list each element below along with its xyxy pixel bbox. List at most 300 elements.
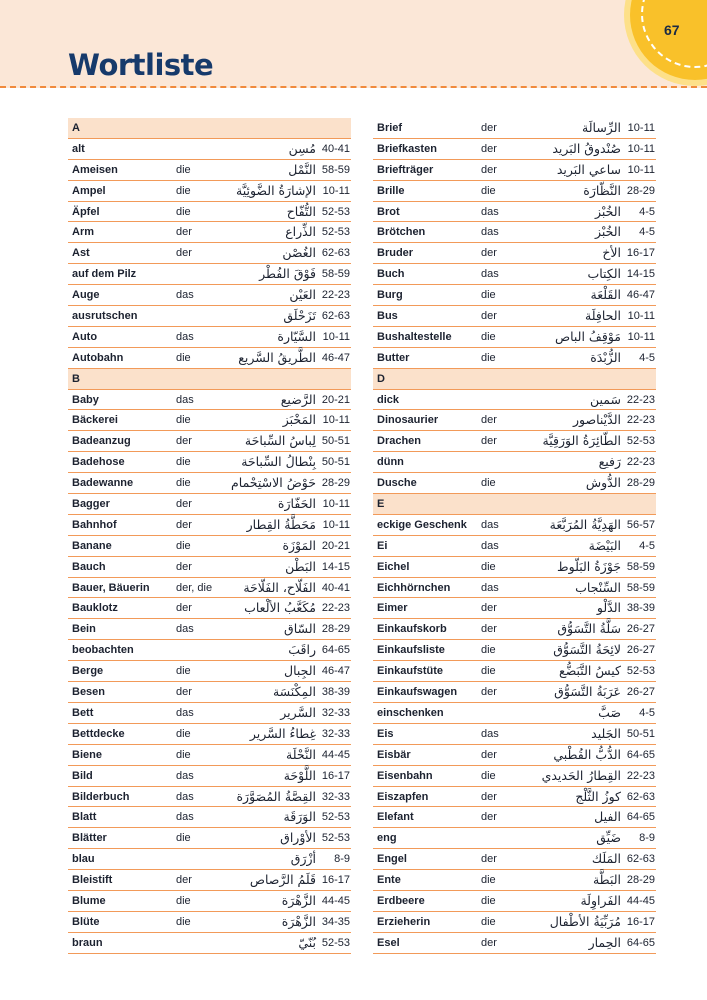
word-entry-row: [373, 619, 656, 640]
page-reference: 10-11: [322, 414, 350, 427]
word-entry-row: [373, 264, 656, 285]
arabic-word: الحافِلَة: [585, 308, 621, 324]
page-reference: 58-59: [626, 560, 655, 573]
german-word: Bus: [377, 310, 398, 323]
german-word: Blüte: [72, 915, 100, 928]
word-entry-row: [373, 181, 656, 202]
article: die: [481, 560, 496, 573]
article: das: [481, 268, 499, 281]
word-entry-row: [68, 933, 351, 954]
page-reference: 58-59: [321, 163, 350, 176]
section-letter-row: [373, 494, 656, 515]
german-word: Bleistift: [72, 874, 113, 887]
section-letter: B: [72, 372, 80, 385]
arabic-word: الحَفّارَة: [277, 496, 316, 512]
article: die: [481, 477, 496, 490]
article: der: [481, 435, 497, 448]
german-word: Bruder: [377, 247, 414, 260]
page-reference: 40-41: [321, 581, 350, 594]
word-entry-row: [373, 473, 656, 494]
arabic-word: مَحَطَّةُ القِطار: [246, 516, 316, 532]
german-word: einschenken: [377, 706, 444, 719]
german-word: Bett: [72, 706, 94, 719]
arabic-word: كوزُ الثَّلْج: [575, 788, 621, 804]
article: der: [176, 226, 192, 239]
page-reference: 58-59: [626, 581, 655, 594]
section-letter: A: [72, 122, 80, 134]
word-entry-row: [68, 745, 351, 766]
arabic-word: الطَّريقُ السَّريع: [238, 349, 316, 365]
german-word: eng: [377, 832, 397, 845]
german-word: Eimer: [377, 602, 408, 615]
page-reference: 56-57: [626, 518, 655, 531]
page-reference: 34-35: [321, 915, 350, 928]
section-letter-row: [373, 369, 656, 390]
page-reference: 4-5: [639, 539, 655, 552]
word-entry-row: [68, 619, 351, 640]
arabic-word: الكِتاب: [587, 266, 621, 282]
article: das: [481, 205, 499, 218]
page-reference: 46-47: [626, 289, 655, 302]
arabic-word: الفيل: [594, 809, 621, 825]
article: das: [176, 790, 194, 803]
word-entry-row: [68, 390, 351, 411]
word-entry-row: [68, 870, 351, 891]
article: der: [176, 686, 192, 699]
word-entry-row: [68, 181, 351, 202]
arabic-word: بِنْطالُ السِّباحَة: [241, 454, 316, 470]
arabic-word: الغُصْن: [282, 245, 316, 261]
section-letter-row: [68, 369, 351, 390]
section-letter-row: [68, 118, 351, 139]
arabic-word: الحِمار: [588, 934, 621, 950]
arabic-word: الجِبال: [283, 663, 316, 679]
german-word: Eisenbahn: [377, 769, 433, 782]
german-word: Brille: [377, 184, 405, 197]
arabic-word: الطّائِرَةُ الوَرَقِيَّة: [542, 433, 621, 449]
page-reference: 64-65: [626, 936, 655, 949]
german-word: dünn: [377, 456, 404, 469]
word-entry-row: [68, 598, 351, 619]
page-number: 67: [664, 22, 680, 38]
page-reference: 10-11: [627, 330, 655, 343]
article: das: [176, 706, 194, 719]
word-entry-row: [68, 306, 351, 327]
article: die: [481, 665, 496, 678]
arabic-word: سَلَّةُ التَّسَوُّق: [557, 621, 621, 637]
word-entry-row: [373, 787, 656, 808]
arabic-word: المِكْنَسَة: [272, 684, 316, 700]
word-list-right-column: [373, 118, 656, 954]
german-word: Briefkasten: [377, 142, 437, 155]
page-reference: 28-29: [626, 874, 655, 887]
word-entry-row: [68, 640, 351, 661]
german-word: Eiszapfen: [377, 790, 429, 803]
arabic-word: التُّفّاح: [286, 203, 316, 219]
word-entry-row: [373, 912, 656, 933]
german-word: Brief: [377, 122, 403, 134]
german-word: Blatt: [72, 811, 97, 824]
page-reference: 28-29: [321, 623, 350, 636]
arabic-word: البَطْن: [285, 558, 316, 574]
german-word: Auge: [72, 289, 100, 302]
german-word: Brötchen: [377, 226, 426, 239]
arabic-word: السّاق: [284, 621, 316, 637]
german-word: Ente: [377, 874, 401, 887]
page-reference: 46-47: [321, 351, 350, 364]
article: die: [481, 184, 496, 197]
arabic-word: القِصَّةُ المُصَوَّرَة: [236, 788, 316, 804]
page-reference: 62-63: [321, 247, 350, 260]
word-entry-row: [68, 724, 351, 745]
word-entry-row: [373, 598, 656, 619]
german-word: ausrutschen: [72, 310, 138, 323]
word-entry-row: [373, 557, 656, 578]
article: die: [481, 915, 496, 928]
word-entry-row: [68, 285, 351, 306]
word-entry-row: [68, 452, 351, 473]
article: der: [176, 498, 192, 511]
page-reference: 44-45: [321, 748, 350, 761]
word-entry-row: [68, 912, 351, 933]
word-entry-row: [373, 766, 656, 787]
german-word: Blume: [72, 894, 106, 907]
page-reference: 58-59: [321, 268, 350, 281]
arabic-word: لائِحَةُ التَّسَوُّق: [553, 642, 621, 658]
arabic-word: ضَيِّق: [596, 830, 621, 846]
article: das: [481, 727, 499, 740]
article: die: [176, 727, 191, 740]
arabic-word: الزَّهْرَة: [281, 913, 316, 929]
page-reference: 26-27: [626, 644, 655, 657]
word-entry-row: [68, 828, 351, 849]
arabic-word: رَفيع: [598, 454, 621, 470]
german-word: Autobahn: [72, 351, 124, 364]
arabic-word: الرِّسالَة: [582, 120, 621, 135]
page-reference: 10-11: [627, 163, 655, 176]
arabic-word: الأوْراق: [280, 830, 316, 846]
german-word: Dinosaurier: [377, 414, 439, 427]
arabic-word: تَزَحْلَق: [283, 308, 316, 324]
arabic-word: ساعي البَريد: [556, 161, 621, 177]
article: das: [481, 581, 499, 594]
article: der: [176, 435, 192, 448]
german-word: Bauklotz: [72, 602, 118, 615]
german-word: Dusche: [377, 477, 417, 490]
article: die: [481, 330, 496, 343]
german-word: Bahnhof: [72, 518, 117, 531]
german-word: Badeanzug: [72, 435, 131, 448]
article: der: [481, 310, 497, 323]
german-word: Badehose: [72, 456, 125, 469]
word-entry-row: [373, 536, 656, 557]
article: der: [481, 122, 497, 134]
arabic-word: صَبَّ: [598, 704, 621, 720]
german-word: Ei: [377, 539, 388, 552]
word-entry-row: [68, 327, 351, 348]
article: das: [176, 769, 194, 782]
german-word: Bettdecke: [72, 727, 125, 740]
arabic-word: قَلَمُ الرَّصاص: [249, 872, 316, 888]
article: die: [481, 769, 496, 782]
article: das: [481, 226, 499, 239]
article: das: [176, 623, 194, 636]
german-word: Eichel: [377, 560, 410, 573]
german-word: Bäckerei: [72, 414, 118, 427]
german-word: Bein: [72, 623, 96, 636]
word-entry-row: [68, 410, 351, 431]
page-reference: 46-47: [321, 665, 350, 678]
word-entry-row: [373, 724, 656, 745]
page-reference: 44-45: [626, 894, 655, 907]
german-word: Engel: [377, 853, 407, 866]
german-word: auf dem Pilz: [72, 268, 137, 281]
section-letter: E: [377, 498, 385, 511]
german-word: Einkaufswagen: [377, 686, 458, 699]
arabic-word: مَوْقِفُ الباص: [554, 328, 621, 344]
page-reference: 16-17: [321, 769, 350, 782]
arabic-word: اللَّوْحَة: [283, 767, 316, 783]
german-word: Äpfel: [72, 205, 100, 218]
article: der: [176, 874, 192, 887]
word-entry-row: [68, 557, 351, 578]
german-word: Arm: [72, 226, 95, 239]
article: der: [481, 853, 497, 866]
page-reference: 26-27: [626, 686, 655, 699]
german-word: Esel: [377, 936, 400, 949]
german-word: Badewanne: [72, 477, 134, 490]
arabic-word: المَخْبَز: [282, 412, 316, 428]
word-entry-row: [373, 828, 656, 849]
page-reference: 44-45: [321, 894, 350, 907]
word-entry-row: [373, 703, 656, 724]
word-entry-row: [68, 473, 351, 494]
page-reference: 62-63: [626, 853, 655, 866]
page-reference: 64-65: [626, 811, 655, 824]
article: der: [176, 602, 192, 615]
arabic-word: الإشارَةُ الضَّوئِيَّة: [236, 182, 316, 198]
page-reference: 64-65: [321, 644, 350, 657]
page-reference: 52-53: [321, 226, 350, 239]
article: die: [176, 351, 191, 364]
article: der: [176, 247, 192, 260]
page-reference: 20-21: [321, 539, 350, 552]
page-reference: 52-53: [321, 936, 350, 949]
page-reference: 32-33: [321, 706, 350, 719]
page-reference: 14-15: [321, 560, 350, 573]
german-word: braun: [72, 936, 103, 949]
german-word: Einkaufskorb: [377, 623, 447, 636]
article: die: [176, 832, 191, 845]
article: die: [176, 184, 191, 197]
page-reference: 16-17: [626, 247, 655, 260]
word-entry-row: [373, 849, 656, 870]
article: die: [481, 289, 496, 302]
article: das: [176, 393, 194, 406]
page-reference: 52-53: [321, 205, 350, 218]
article: der: [481, 790, 497, 803]
page-reference: 38-39: [321, 686, 350, 699]
arabic-word: فَوْقَ الفُطْر: [259, 266, 316, 282]
german-word: dick: [377, 393, 400, 406]
german-word: Briefträger: [377, 163, 434, 176]
word-entry-row: [68, 682, 351, 703]
article: der: [481, 163, 497, 176]
page-reference: 10-11: [627, 310, 655, 323]
german-word: Ast: [72, 247, 90, 260]
article: die: [176, 665, 191, 678]
word-entry-row: [373, 306, 656, 327]
word-entry-row: [373, 243, 656, 264]
article: der: [481, 748, 497, 761]
arabic-word: المَلَك: [591, 851, 621, 867]
arabic-word: السَّرير: [280, 704, 316, 720]
article: der: [481, 414, 497, 427]
page-reference: 22-23: [626, 456, 655, 469]
arabic-word: النَّظّارَة: [583, 182, 621, 198]
word-entry-row: [68, 578, 351, 599]
word-entry-row: [373, 682, 656, 703]
german-word: Elefant: [377, 811, 414, 824]
arabic-word: لِباسُ السِّباحَة: [244, 433, 316, 449]
word-entry-row: [373, 807, 656, 828]
word-entry-row: [373, 222, 656, 243]
german-word: Buch: [377, 268, 405, 281]
arabic-word: راقَبَ: [288, 642, 316, 658]
word-entry-row: [373, 118, 656, 139]
german-word: Blätter: [72, 832, 107, 845]
word-entry-row: [68, 494, 351, 515]
word-entry-row: [373, 160, 656, 181]
arabic-word: الجَليد: [591, 725, 621, 741]
page-title: Wortliste: [68, 48, 214, 82]
arabic-word: عَرَبَةُ التَّسَوُّق: [554, 684, 621, 700]
word-entry-row: [373, 578, 656, 599]
article: die: [176, 894, 191, 907]
article: die: [481, 894, 496, 907]
article: die: [176, 539, 191, 552]
arabic-word: حَوْضُ الاسْتِحْمام: [231, 475, 316, 491]
arabic-word: الدَّيْناصور: [572, 412, 621, 428]
article: der: [481, 686, 497, 699]
arabic-word: الدُّوش: [585, 475, 621, 491]
word-entry-row: [68, 139, 351, 160]
word-entry-row: [68, 431, 351, 452]
page-reference: 22-23: [626, 414, 655, 427]
arabic-word: الدُّبُّ القُطْبي: [553, 746, 621, 762]
german-word: Einkaufsliste: [377, 644, 445, 657]
article: die: [176, 748, 191, 761]
word-entry-row: [373, 870, 656, 891]
article: der: [481, 142, 497, 155]
article: der: [481, 602, 497, 615]
page-reference: 32-33: [321, 790, 350, 803]
article: der: [481, 811, 497, 824]
page-reference: 62-63: [626, 790, 655, 803]
word-entry-row: [68, 515, 351, 536]
section-letter: D: [377, 372, 385, 385]
page-reference: 10-11: [627, 142, 655, 155]
word-entry-row: [373, 745, 656, 766]
arabic-word: السِّنْجاب: [575, 579, 621, 595]
article: die: [176, 456, 191, 469]
german-word: Biene: [72, 748, 102, 761]
german-word: Eichhörnchen: [377, 581, 451, 594]
arabic-word: الرَّضيع: [280, 391, 316, 407]
word-entry-row: [68, 661, 351, 682]
arabic-word: العَيْن: [289, 287, 316, 303]
german-word: Bushaltestelle: [377, 330, 452, 343]
german-word: Banane: [72, 539, 112, 552]
arabic-word: سَمين: [590, 391, 621, 407]
arabic-word: مُرَبِّيَةُ الأطْفال: [549, 913, 621, 929]
page-reference: 10-11: [322, 330, 350, 343]
arabic-word: جَوْزَةُ البَلّوط: [557, 558, 621, 574]
word-entry-row: [373, 515, 656, 536]
article: der: [481, 247, 497, 260]
german-word: blau: [72, 853, 95, 866]
arabic-word: الفَلّاح، الفَلّاحَة: [243, 579, 316, 595]
article: der: [481, 936, 497, 949]
article: das: [481, 539, 499, 552]
german-word: Baby: [72, 393, 99, 406]
article: die: [481, 874, 496, 887]
word-entry-row: [68, 160, 351, 181]
article: das: [481, 518, 499, 531]
arabic-word: أزْرَق: [290, 851, 316, 867]
arabic-word: البَطَّة: [592, 872, 621, 888]
word-entry-row: [68, 348, 351, 369]
word-entry-row: [373, 891, 656, 912]
page-reference: 50-51: [321, 456, 350, 469]
article: der, die: [176, 581, 213, 594]
article: die: [176, 477, 191, 490]
dashed-divider: [0, 86, 707, 88]
arabic-word: الزَّهْرَة: [281, 892, 316, 908]
word-entry-row: [373, 410, 656, 431]
article: der: [176, 560, 192, 573]
page-reference: 62-63: [321, 310, 350, 323]
german-word: alt: [72, 142, 85, 155]
article: die: [481, 644, 496, 657]
word-entry-row: [68, 807, 351, 828]
page-reference: 10-11: [322, 184, 350, 197]
word-entry-row: [373, 452, 656, 473]
article: die: [176, 414, 191, 427]
page-reference: 8-9: [639, 832, 655, 845]
word-entry-row: [68, 264, 351, 285]
word-entry-row: [373, 202, 656, 223]
arabic-word: الدَّلْو: [596, 600, 621, 616]
article: das: [176, 811, 194, 824]
german-word: Erdbeere: [377, 894, 425, 907]
page-reference: 52-53: [626, 435, 655, 448]
page-reference: 4-5: [639, 351, 655, 364]
word-entry-row: [373, 348, 656, 369]
article: die: [176, 915, 191, 928]
arabic-word: النَّمْل: [288, 161, 316, 177]
arabic-word: القَلْعَة: [590, 287, 621, 303]
german-word: Auto: [72, 330, 98, 343]
arabic-word: الهَدِيَّةُ المُرَبَّعَة: [549, 516, 621, 532]
word-entry-row: [68, 222, 351, 243]
article: die: [176, 205, 191, 218]
word-entry-row: [373, 390, 656, 411]
word-entry-row: [373, 933, 656, 954]
word-list-left-column: [68, 118, 351, 954]
arabic-word: المَوْزَة: [282, 537, 316, 553]
arabic-word: بُنّيّ: [298, 934, 316, 950]
